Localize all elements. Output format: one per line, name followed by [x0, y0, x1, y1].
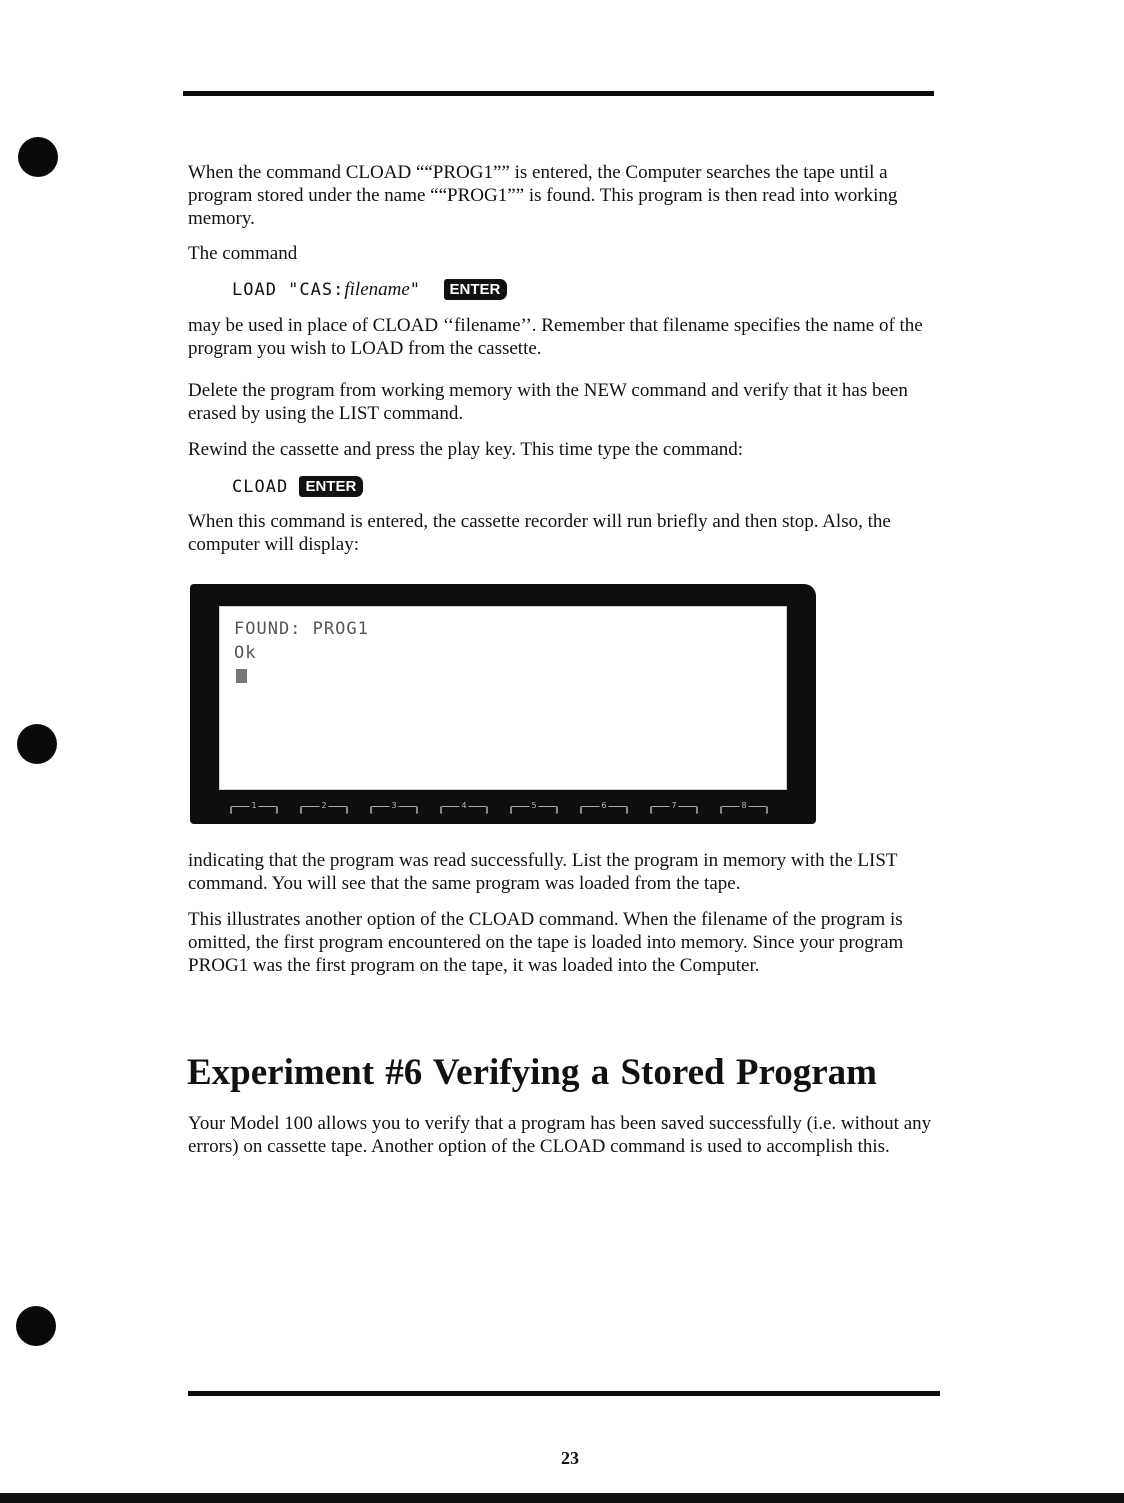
bottom-rule — [188, 1391, 940, 1396]
lcd-screen — [219, 606, 787, 790]
binder-hole-middle — [17, 724, 57, 764]
paragraph-verify-intro: Your Model 100 allows you to verify that a program has been saved successfully (i.e. without any errors) on cassette tape. Another option of the CLOAD command is used to accomplish this. — [188, 1113, 932, 1157]
function-key-label: 2 — [300, 806, 348, 814]
function-key-label: 6 — [580, 806, 628, 814]
paragraph-rewind-cassette: Rewind the cassette and press the play key. This time type the command: — [188, 439, 744, 460]
load-command-line — [232, 279, 507, 301]
section-heading: Experiment #6 Verifying a Stored Program — [187, 1052, 877, 1093]
paragraph-cload-option: This illustrates another option of the CLOAD command. When the filename of the program is omitted, the first program encountered on the tape is loaded into memory. Since your program PROG1 was the first program on the tape, it was loaded into the Computer. — [188, 909, 904, 976]
function-key-label: 7 — [650, 806, 698, 814]
function-key-label: 8 — [720, 806, 768, 814]
paragraph-the-command: The command — [188, 243, 298, 264]
cursor-block-icon — [236, 669, 247, 683]
screen-found-line: FOUND: PROG1 — [234, 619, 369, 639]
binder-hole-bottom — [16, 1306, 56, 1346]
cload-command: CLOAD — [232, 477, 289, 497]
computer-display-illustration — [190, 584, 816, 824]
paragraph-cload-search: When the command CLOAD ““PROG1”” is entered, the Computer searches the tape until a program stored under the name ““PROG1”” is found. This program is then read into working memory. — [188, 162, 898, 229]
screen-ok-line: Ok — [234, 643, 257, 663]
function-key-label: 3 — [370, 806, 418, 814]
enter-key-icon: ENTER — [444, 279, 508, 300]
paragraph-read-successfully: indicating that the program was read successfully. List the program in memory with the LIST command. You will see that the same program was loaded from the tape. — [188, 850, 898, 894]
enter-key-icon: ENTER — [299, 476, 363, 497]
scan-bottom-edge — [0, 1493, 1124, 1503]
load-command-prefix: LOAD "CAS: — [232, 280, 345, 300]
cload-command-line — [232, 476, 363, 497]
binder-hole-top — [18, 137, 58, 177]
function-key-label: 5 — [510, 806, 558, 814]
function-key-labels — [230, 801, 770, 816]
paragraph-delete-program: Delete the program from working memory with the NEW command and verify that it has been erased by using the LIST command. — [188, 380, 908, 424]
paragraph-load-in-place: may be used in place of CLOAD ‘‘filename’’. Remember that filename specifies the name of the program you wish to LOAD from the cassette. — [188, 315, 923, 359]
paragraph-command-entered: When this command is entered, the cassette recorder will run briefly and then stop. Also, the computer will display: — [188, 511, 891, 555]
load-command-suffix: " — [409, 280, 422, 300]
load-command-filename: filename — [344, 279, 410, 300]
top-rule — [183, 91, 934, 96]
function-key-label: 1 — [230, 806, 278, 814]
function-key-label: 4 — [440, 806, 488, 814]
page-number: 23 — [561, 1448, 579, 1468]
